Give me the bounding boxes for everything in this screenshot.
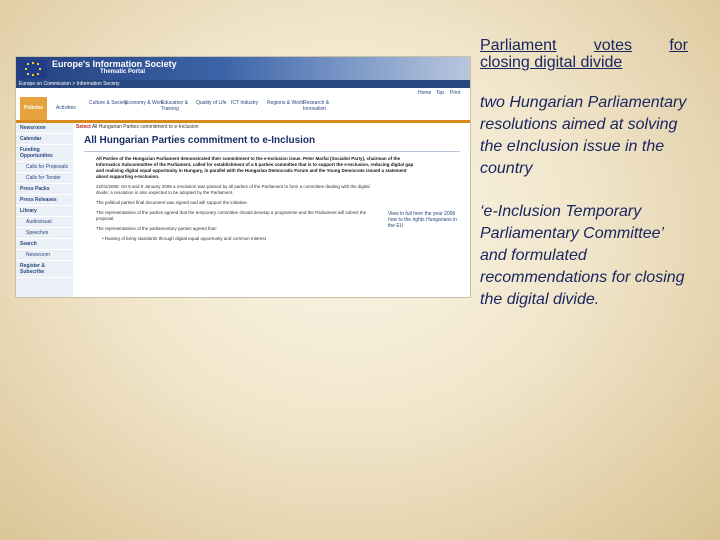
sidebar-item-press-packs[interactable]: Press Packs (16, 184, 73, 195)
sidebar-item-press-releases[interactable]: Press Releases (16, 195, 73, 206)
tab-policies[interactable]: Policies (20, 97, 47, 120)
slide-notes (480, 37, 688, 311)
notes-paragraph-1: two Hungarian Parliamentary resolutions aimed at solving the eInclusion issue in the country (480, 94, 687, 177)
paragraph-2: 22/01/2008: On 8 and 9 January 2008 a resolution was passed by all parties of the Parliament to form a committee dealing with the digital divide; a resolution is also expected to be adopted by the Parliament. (96, 184, 370, 195)
notes-heading (480, 37, 688, 54)
sidebar-item-register[interactable]: Register & Subscribe (16, 261, 73, 278)
sidebar (16, 123, 73, 297)
tab-quality-of-life[interactable]: Quality of Life (196, 100, 227, 106)
tab-regions-world[interactable]: Regions & World (267, 100, 305, 106)
sidebar-item-search[interactable]: Search (16, 239, 73, 250)
heading-word-2: votes (593, 37, 633, 54)
website-screenshot (16, 57, 470, 297)
eu-flag-icon (20, 60, 47, 78)
content-breadcrumb-text: All Hungarian Parties commitment to e-Inclusion (91, 124, 199, 130)
notes-heading-line2: closing digital divide (480, 54, 623, 71)
portal-title: Europe's Information Society (52, 59, 177, 69)
intro-paragraph-text: All Parties of the Hungarian Parliament demonstrated their commitment to the e-Inclusion issue. Peter Marfai (Socialist Party), chairman of the Informatics Subcommittee of the Parliament, called for establishment of a 5 parties committee that is to support the e-Inclusion, reducing digital gap and realising digital equal opportunity in Hungary, in parallel with the Hungarian Democratic Forum and the Young Democrats issued a statement about supporting e-Inclusion. (96, 156, 414, 179)
sidebar-item-audiovisual[interactable]: Audiovisual (16, 217, 73, 228)
sidebar-item-calls-proposals[interactable]: Calls for Proposals (16, 162, 73, 173)
main-tabs (16, 97, 470, 123)
heading-word-1: Parliament (480, 37, 557, 54)
sidebar-item-funding[interactable]: Funding Opportunities (16, 145, 73, 162)
intro-paragraph (96, 156, 416, 180)
breadcrumb (16, 80, 470, 88)
tab-ict-industry[interactable]: ICT Industry (231, 100, 259, 106)
title-divider (84, 151, 460, 152)
paragraph-5: The representatives of the parliamentary parties agreed that: (96, 226, 217, 231)
portal-banner (16, 57, 470, 80)
page-title: All Hungarian Parties commitment to e-Inclusion (84, 135, 316, 146)
notes-paragraph-2: ‘e-Inclusion Temporary Parliamentary Committee’ and formulated recommendations for closing the digital divide. (480, 203, 685, 308)
bullet-1-text: Raising of living standards through digital equal opportunity and common interest (104, 236, 266, 241)
tab-activities[interactable]: Activities (56, 105, 76, 111)
sidebar-item-library[interactable]: Library (16, 206, 73, 217)
paragraph-4: The representatives of the parties agreed that the temporary committee should develop a programme and the Parliament will submit the proposal. (96, 210, 367, 221)
tab-economy-work[interactable]: Economy & Work (125, 100, 164, 106)
sidebar-item-calls-tender[interactable]: Calls for Tender (16, 173, 73, 184)
tab-research-innovation[interactable]: Research & Innovation (303, 100, 330, 112)
sidebar-item-search-newsroom[interactable]: Newsroom (16, 250, 73, 261)
sidebar-item-speeches[interactable]: Speeches (16, 228, 73, 239)
heading-word-3: for (669, 37, 688, 54)
content-area (76, 123, 466, 297)
sidebar-item-newsroom[interactable]: Newsroom (16, 123, 73, 134)
content-breadcrumb (76, 123, 466, 132)
print-link[interactable]: Print (450, 90, 461, 96)
related-link-box[interactable]: View in full here the year 2008 how to the rights Hungarians in the EU (388, 211, 457, 229)
tab-education-training[interactable]: Education & Training (161, 100, 188, 112)
content-breadcrumb-prefix[interactable]: Select (76, 124, 91, 130)
breadcrumb-text[interactable]: Europe on Commission > Information Society (19, 81, 120, 87)
paragraph-3: The political parties final document was signed and will support the initiative. (96, 200, 248, 205)
home-link[interactable]: Home (418, 90, 432, 96)
sidebar-item-calendar[interactable]: Calendar (16, 134, 73, 145)
top-link[interactable]: Top (436, 90, 445, 96)
portal-subtitle: Thematic Portal (100, 69, 146, 75)
bullet-1: • Raising of living standards through digital equal opportunity and common interest (102, 236, 266, 241)
tab-culture-society[interactable]: Culture & Society (89, 100, 128, 106)
